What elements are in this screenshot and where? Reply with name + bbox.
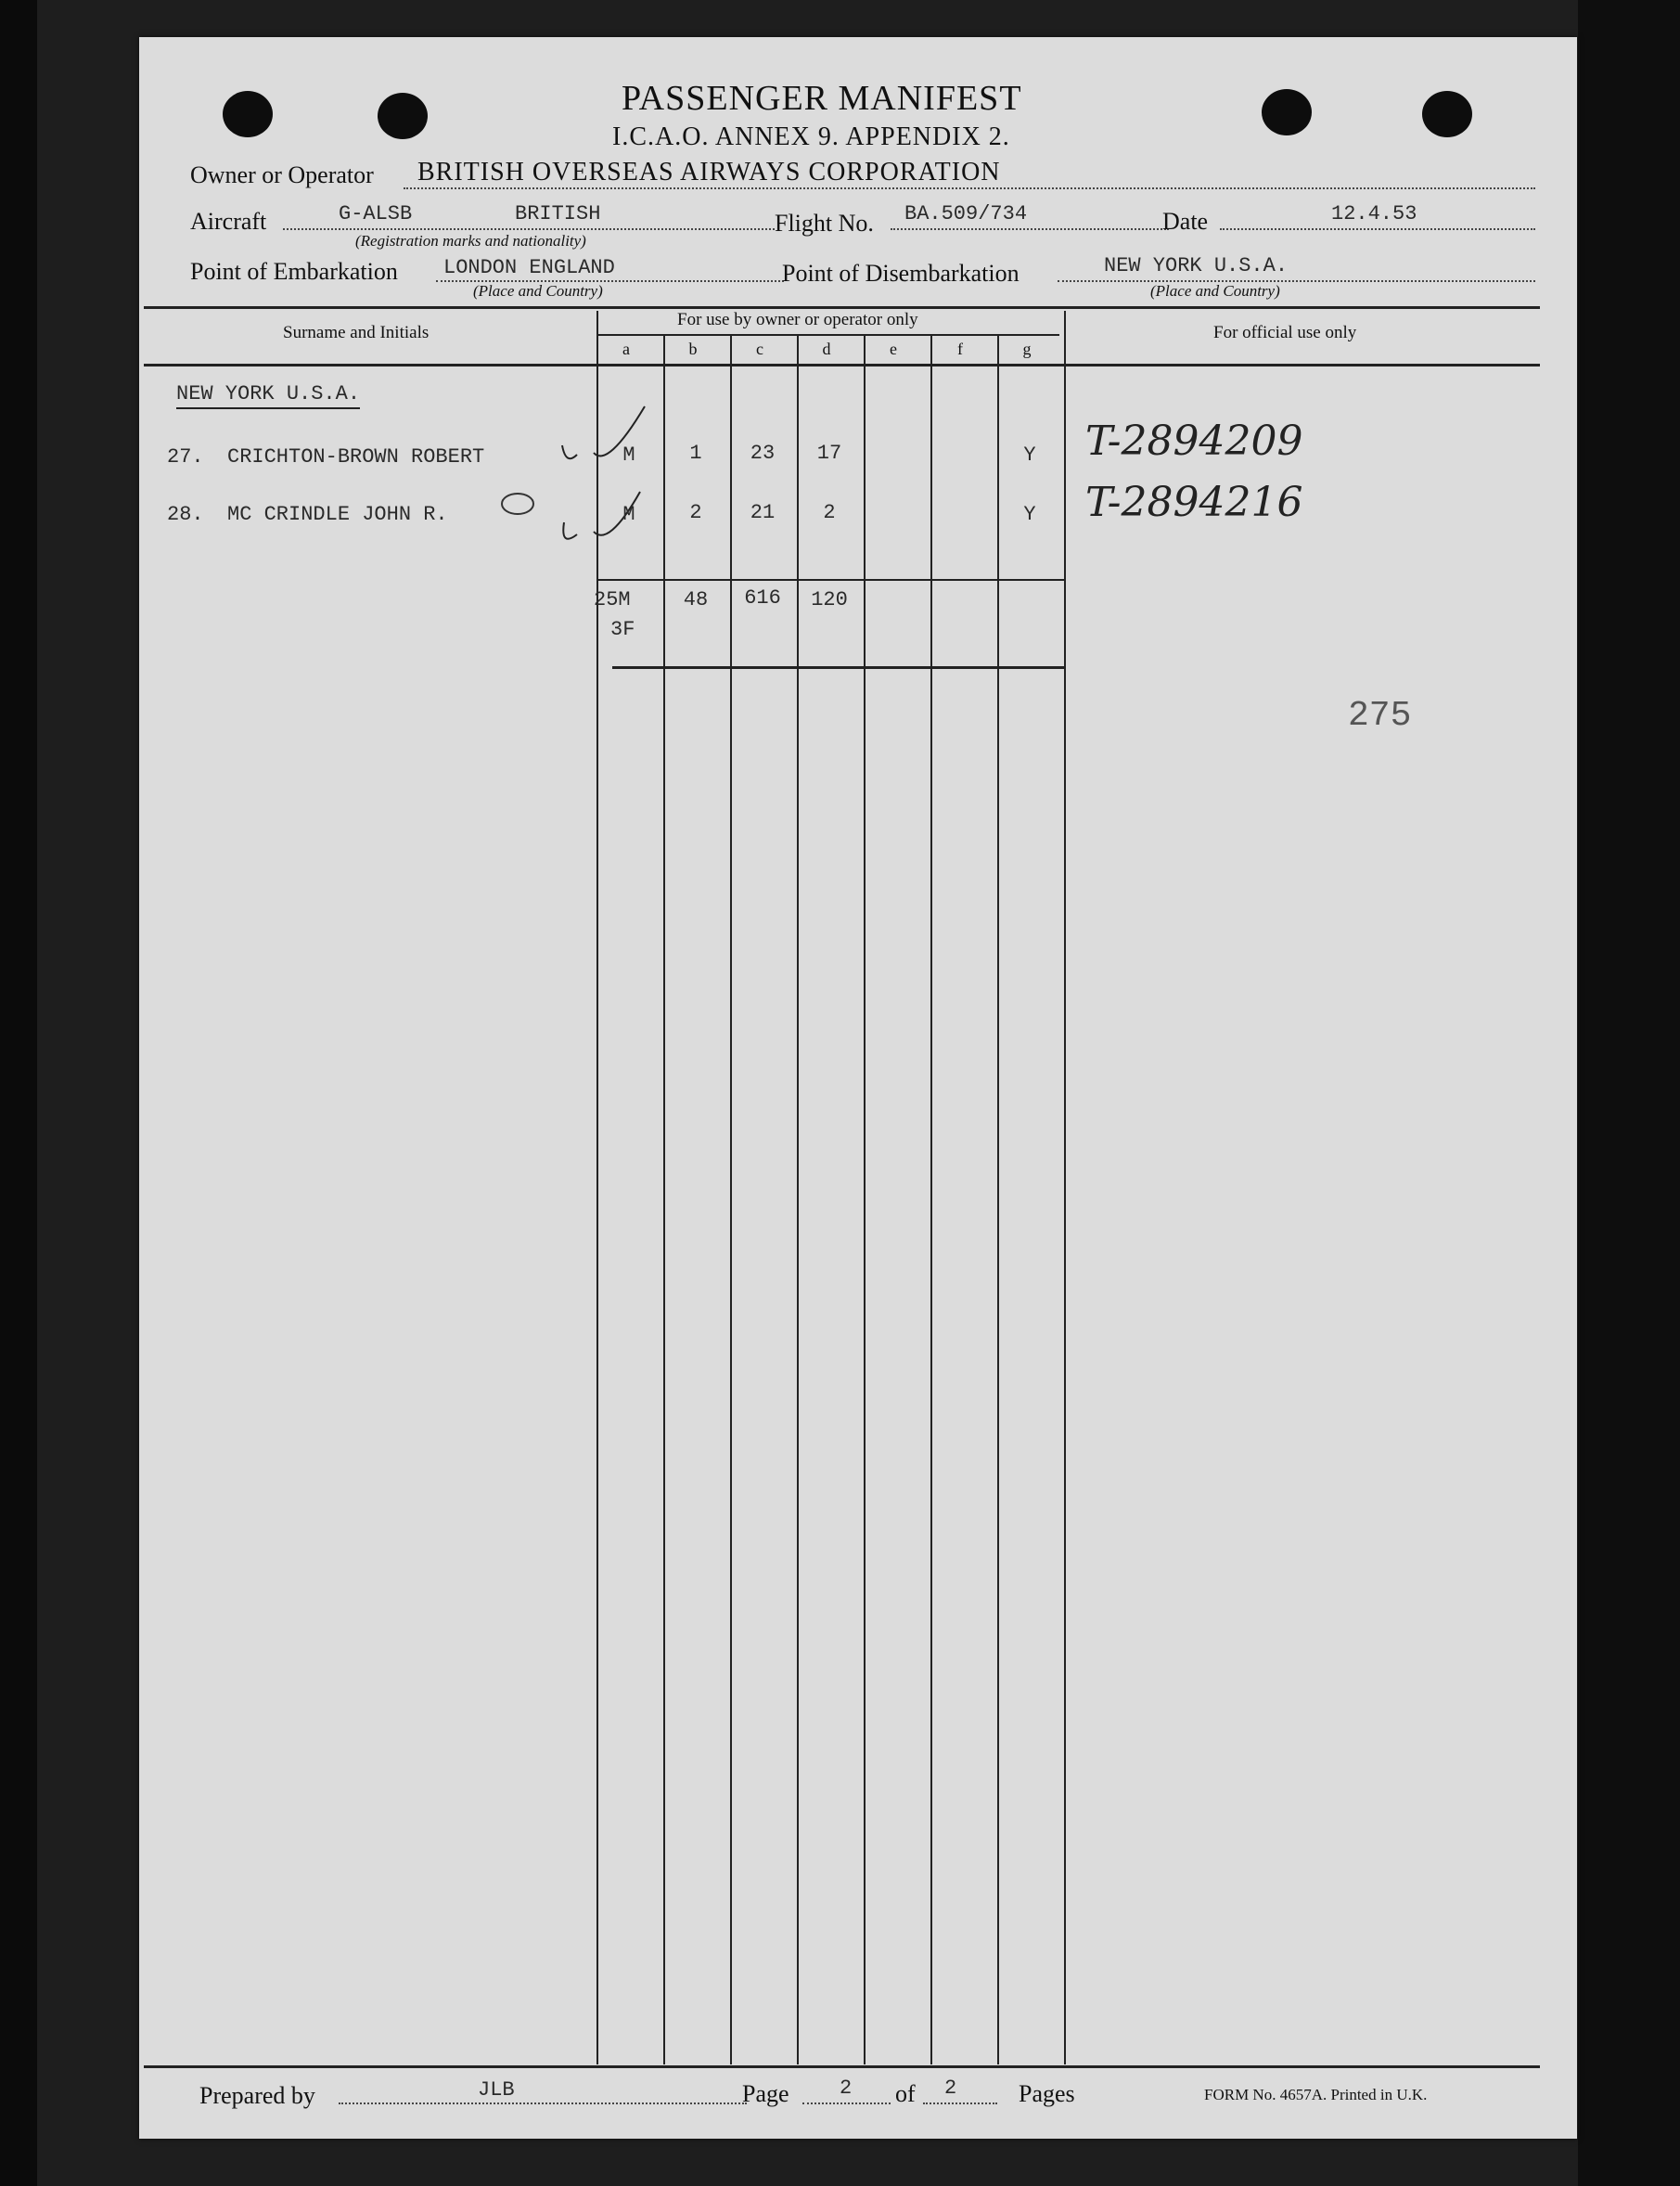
col-divider	[1064, 311, 1066, 2064]
col-divider	[797, 336, 799, 2064]
punch-hole-icon	[223, 91, 273, 137]
page-label: Page	[742, 2080, 789, 2107]
embark-value: LONDON ENGLAND	[443, 256, 615, 279]
circle-mark-icon	[497, 488, 538, 520]
page-title: PASSENGER MANIFEST	[622, 79, 1022, 118]
date-dotted-line	[1220, 228, 1535, 230]
totals-d: 120	[811, 588, 848, 611]
cell-d: 17	[816, 442, 842, 465]
cell-b: 2	[689, 501, 702, 524]
disembark-dotted-line	[1058, 280, 1535, 282]
prepared-value: JLB	[478, 2078, 515, 2102]
cell-g: Y	[1023, 503, 1036, 526]
punch-hole-icon	[1422, 91, 1472, 137]
col-header-owner-group: For use by owner or operator only	[677, 310, 918, 329]
scan-border-right	[1578, 0, 1680, 2186]
embark-note: (Place and Country)	[473, 282, 603, 300]
punch-hole-icon	[1262, 89, 1312, 135]
cell-a: M	[622, 503, 635, 526]
row-number: 27.	[167, 445, 204, 469]
form-number: FORM No. 4657A. Printed in U.K.	[1204, 2086, 1428, 2103]
cell-g: Y	[1023, 444, 1036, 467]
totals-c: 616	[744, 586, 781, 610]
totals-a-female: 3F	[610, 618, 635, 641]
disembark-value: NEW YORK U.S.A.	[1104, 254, 1289, 277]
prepared-label: Prepared by	[199, 2082, 315, 2109]
cell-c: 23	[750, 442, 776, 465]
scan-border-left	[0, 0, 37, 2186]
col-header-c: c	[756, 340, 763, 358]
date-label: Date	[1162, 208, 1209, 235]
owner-label: Owner or Operator	[190, 161, 374, 188]
col-divider	[930, 336, 932, 2064]
owner-dotted-line	[404, 187, 1535, 189]
page-subtitle: I.C.A.O. ANNEX 9. APPENDIX 2.	[612, 122, 1010, 151]
col-divider	[596, 311, 598, 2064]
page-value: 2	[840, 2077, 853, 2100]
col-divider	[997, 336, 999, 2064]
cell-a: M	[622, 444, 635, 467]
aircraft-dotted-line	[283, 228, 775, 230]
official-number: T-2894216	[1085, 479, 1303, 526]
header-bottom-rule	[144, 364, 1540, 366]
of-value: 2	[944, 2077, 957, 2100]
col-header-g: g	[1022, 340, 1032, 358]
cell-c: 21	[750, 501, 776, 524]
disembark-note: (Place and Country)	[1150, 282, 1280, 300]
totals-a-male: 25M	[594, 588, 631, 611]
col-header-surname: Surname and Initials	[283, 323, 430, 342]
cell-b: 1	[689, 442, 702, 465]
flight-dotted-line	[891, 228, 1169, 230]
table-top-rule	[144, 306, 1540, 309]
embark-label: Point of Embarkation	[190, 258, 398, 285]
page-dotted-line	[802, 2102, 891, 2104]
section-heading: NEW YORK U.S.A.	[176, 382, 360, 409]
aircraft-nationality: BRITISH	[515, 202, 601, 225]
aircraft-registration: G-ALSB	[339, 202, 413, 225]
of-label: of	[895, 2080, 916, 2107]
col-header-e: e	[890, 340, 897, 358]
col-header-f: f	[957, 340, 963, 358]
of-dotted-line	[923, 2102, 997, 2104]
totals-bottom-rule	[612, 666, 1064, 669]
cell-d: 2	[823, 501, 836, 524]
aircraft-label: Aircraft	[190, 208, 267, 235]
flight-value: BA.509/734	[904, 202, 1028, 225]
col-header-d: d	[822, 340, 831, 358]
passenger-name: MC CRINDLE JOHN R.	[227, 503, 448, 526]
footer-top-rule	[144, 2065, 1540, 2068]
flight-label: Flight No.	[775, 210, 874, 237]
col-divider	[864, 336, 866, 2064]
owner-value: BRITISH OVERSEAS AIRWAYS CORPORATION	[417, 158, 1001, 186]
col-divider	[730, 336, 732, 2064]
pages-label: Pages	[1019, 2080, 1075, 2107]
col-header-official: For official use only	[1213, 323, 1357, 342]
punch-hole-icon	[378, 93, 428, 139]
date-value: 12.4.53	[1331, 202, 1417, 225]
col-header-a: a	[622, 340, 630, 358]
owner-group-rule	[598, 334, 1059, 336]
col-divider	[663, 336, 665, 2064]
disembark-label: Point of Disembarkation	[782, 260, 1020, 287]
aircraft-note: (Registration marks and nationality)	[355, 232, 586, 250]
totals-b: 48	[683, 588, 709, 611]
manifest-page	[139, 37, 1577, 2139]
prepared-dotted-line	[339, 2102, 747, 2104]
passenger-name: CRICHTON-BROWN ROBERT	[227, 445, 485, 469]
row-number: 28.	[167, 503, 204, 526]
official-number: T-2894209	[1085, 418, 1303, 465]
stamp-number: 275	[1348, 696, 1412, 736]
totals-top-rule	[598, 579, 1064, 581]
col-header-b: b	[688, 340, 698, 358]
